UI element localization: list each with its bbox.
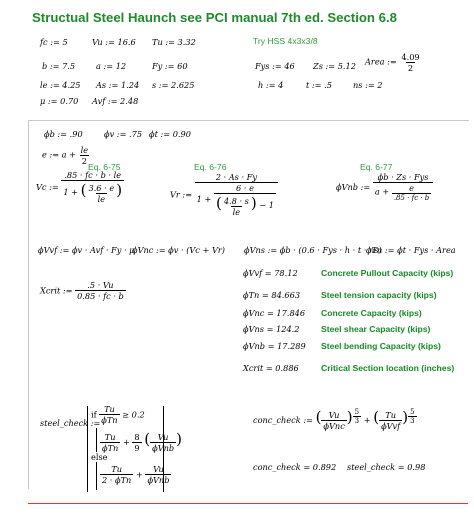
phit-def[interactable]: ϕt := 0.90: [149, 129, 191, 139]
conc-n1: Vu: [328, 409, 340, 420]
steel-check-program-bar: [87, 406, 88, 492]
vr-deep-fraction: [222, 196, 251, 217]
a-def[interactable]: a := 12: [96, 61, 127, 71]
else-keyword: else: [91, 452, 108, 462]
vc-inner-fraction: [87, 183, 117, 204]
b-def[interactable]: b := 7.5: [42, 61, 76, 71]
vr-deep-den: le: [232, 206, 241, 217]
h-def[interactable]: h := 4: [258, 80, 284, 90]
xcrit-lhs: Xcrit :=: [40, 285, 73, 296]
zs-def[interactable]: Zs := 5.12: [313, 61, 356, 71]
c-num: 8: [134, 431, 140, 442]
steel-check-else-branch[interactable]: [100, 464, 171, 485]
cond-op: ≥ 0.2: [122, 409, 145, 420]
mu-def[interactable]: μ := 0.70: [40, 96, 79, 106]
conc-exp1-num: 5: [354, 408, 360, 416]
vc-lhs: Vc :=: [36, 181, 59, 192]
avf-def[interactable]: Avf := 2.48: [92, 96, 139, 106]
vr-inner-num: 6 · e: [236, 183, 254, 193]
page-title: Structual Steel Haunch see PCI manual 7th ed. Section 6.8: [32, 10, 397, 25]
phivnb-den-pre: a +: [374, 186, 390, 197]
phivnb-equation[interactable]: [336, 172, 433, 202]
result-vnb-label: Steel bending Capacity (kips): [321, 341, 441, 351]
vr-fraction: [195, 172, 278, 217]
vvf-equation[interactable]: ϕVvf := ϕv · Avf · Fy · μ: [38, 245, 135, 255]
vr-inner-den-post: − 1: [259, 200, 275, 210]
t1-plus: +: [122, 437, 130, 447]
vr-lhs: Vr :=: [170, 189, 193, 200]
eq-676-label: Eq. 6-76: [194, 162, 227, 172]
xcrit-den: 0.85 · fc · b: [77, 291, 124, 301]
xcrit-equation[interactable]: [40, 280, 126, 301]
vr-den-pre: 1 +: [196, 193, 212, 204]
vr-num: 2 · As · Fy: [215, 172, 257, 182]
e-equation[interactable]: [42, 145, 90, 166]
area-lhs: Area :=: [365, 56, 397, 67]
eq-675-label: Eq. 6-75: [88, 162, 121, 172]
vr-equation[interactable]: [170, 172, 278, 217]
vns-equation[interactable]: ϕVns := ϕb · (0.6 · Fys · h · t · ns): [244, 245, 382, 255]
conc-d2: ϕVvf: [381, 420, 401, 431]
c-fraction: [132, 432, 141, 453]
e-den-2: ϕVnb: [147, 475, 170, 485]
vc-fraction: [61, 170, 124, 204]
phivnb-lhs: ϕVnb :=: [336, 182, 371, 192]
s-def[interactable]: s := 2.625: [152, 80, 195, 90]
fys-def[interactable]: Fys := 46: [255, 61, 295, 71]
conc-exp-1: [353, 408, 361, 425]
conc-n2: Tu: [385, 409, 396, 420]
e-fraction-1: [100, 464, 133, 485]
steel-check-result[interactable]: steel_check = 0.98: [347, 462, 426, 472]
xcrit-fraction: [75, 280, 126, 301]
phivnb-inner-fraction: [392, 183, 431, 202]
if-branch-bar: [96, 428, 97, 452]
vc-num: .85 · fc · b · le: [64, 170, 122, 180]
e-plus: +: [135, 469, 143, 480]
vc-equation[interactable]: [36, 170, 124, 204]
tu-def[interactable]: Tu := 3.32: [152, 37, 196, 47]
try-hss-note: Try HSS 4x3x3/8: [253, 36, 318, 46]
vr-deep-num: 4.8 · s: [223, 195, 249, 206]
fy-def[interactable]: Fy := 60: [152, 61, 188, 71]
result-vnb[interactable]: ϕVnb = 17.289: [243, 341, 306, 351]
v-fraction: [150, 432, 176, 453]
result-vns-label: Steel shear Capacity (kips): [321, 324, 431, 334]
area-fraction: [399, 52, 421, 73]
result-vvf-label: Concrete Pullout Capacity (kips): [321, 268, 454, 278]
vnc-equation[interactable]: ϕVnc := ϕv · (Vc + Vr): [132, 245, 225, 255]
phivnb-den: [373, 182, 433, 202]
t1-den: ϕTn: [102, 442, 119, 453]
conc-check-equation[interactable]: conc_check := ( $\frac{Vu}{\text{ϕVnc}}$ ) $^{\frac{5}{3}}$ + ( $\frac{Tu}{\text{ϕVvf}}$ ) $^{\frac{5}{3}}$: [253, 408, 415, 431]
conc-plus: +: [363, 415, 371, 425]
cond-num: Tu: [104, 404, 115, 414]
e-lhs: e := a +: [42, 149, 77, 160]
t1-fraction: [100, 432, 120, 453]
steel-check-true-branch[interactable]: $\frac{Tu}{\text{ϕTn}}$ + $\frac{8}{9}$ ( $\frac{Vu}{\text{ϕVnb}}$ ): [102, 430, 182, 453]
result-xcrit[interactable]: Xcrit = 0.886: [243, 363, 299, 373]
result-vns[interactable]: ϕVns = 124.2: [243, 324, 300, 334]
vc-den: 1 + ( $\frac{3.6 \cdot e}{le}$ ): [63, 181, 123, 204]
phivnb-num: ϕb · Zs · Fys: [377, 172, 429, 182]
vr-inner-den: ( $\frac{4.8 \cdot s}{le}$ ) − 1: [215, 194, 275, 217]
vr-den: [195, 182, 278, 217]
e-fraction-2: [145, 464, 171, 485]
c-den: 9: [134, 442, 140, 453]
tn-equation[interactable]: ϕTn := ϕt · Fys · Area: [366, 245, 456, 255]
area-def[interactable]: [365, 52, 422, 73]
conc-d1: ϕVnc: [323, 420, 345, 431]
phivnb-inner-den: .85 · fc · b: [393, 194, 430, 202]
steel-check-lhs[interactable]: steel_check :=: [40, 418, 101, 428]
e-den-1: 2 · ϕTn: [102, 475, 132, 485]
area-den: 2: [407, 63, 414, 73]
if-keyword: if: [91, 409, 97, 420]
cond-fraction: [99, 404, 119, 425]
ns-def[interactable]: ns := 2: [353, 80, 383, 90]
result-tn[interactable]: ϕTn = 84.663: [243, 290, 301, 300]
conc-exp2-den: 3: [410, 417, 415, 425]
vr-inner-fraction: [214, 183, 276, 217]
else-branch-bar: [96, 462, 97, 490]
conc-frac-2: [379, 410, 402, 431]
phivnb-inner-num: e: [409, 183, 414, 193]
result-vvf[interactable]: ϕVvf = 78.12: [243, 268, 298, 278]
vc-inner-den: le: [97, 193, 106, 204]
e-den: 2: [81, 156, 87, 166]
v-num: Vu: [157, 431, 169, 442]
phib-def[interactable]: ϕb := .90: [44, 129, 83, 139]
t1-num: Tu: [104, 431, 116, 442]
conc-frac-1: [321, 410, 346, 431]
xcrit-num: .5 · Vu: [87, 280, 114, 290]
phiv-def[interactable]: ϕv := .75: [104, 129, 143, 139]
as-def[interactable]: As := 1.24: [96, 80, 140, 90]
e-num: le: [80, 145, 89, 155]
vc-inner-num: 3.6 · e: [88, 182, 115, 193]
result-vnc-label: Concrete Capacity (kips): [321, 308, 422, 318]
conc-check-lhs: conc_check :=: [253, 415, 313, 425]
vc-den-pre: 1 +: [63, 187, 79, 197]
e-num-1: Tu: [111, 464, 123, 474]
conc-exp2-num: 5: [410, 408, 415, 416]
conc-exp1-den: 3: [354, 417, 360, 425]
fc-def[interactable]: fc := 5: [40, 37, 68, 47]
steel-check-if-line[interactable]: [91, 404, 145, 425]
page-break-line: [28, 503, 468, 504]
e-num-2: Vu: [153, 464, 164, 474]
conc-exp-2: [408, 408, 416, 425]
conc-check-result[interactable]: conc_check = 0.892: [253, 462, 337, 472]
result-tn-label: Steel tension capacity (kips): [321, 290, 437, 300]
result-vnc[interactable]: ϕVnc = 17.846: [243, 308, 306, 318]
area-num: 4.09: [401, 52, 420, 62]
cond-den: ϕTn: [101, 415, 118, 425]
vu-def[interactable]: Vu := 16.6: [92, 37, 136, 47]
phivnb-fraction: [373, 172, 433, 202]
result-xcrit-label: Critical Section location (inches): [321, 363, 455, 373]
eq-677-label: Eq. 6-77: [360, 162, 393, 172]
t-def[interactable]: t := .5: [306, 80, 332, 90]
v-den: ϕVnb: [152, 442, 175, 453]
le-def[interactable]: le := 4.25: [40, 80, 81, 90]
